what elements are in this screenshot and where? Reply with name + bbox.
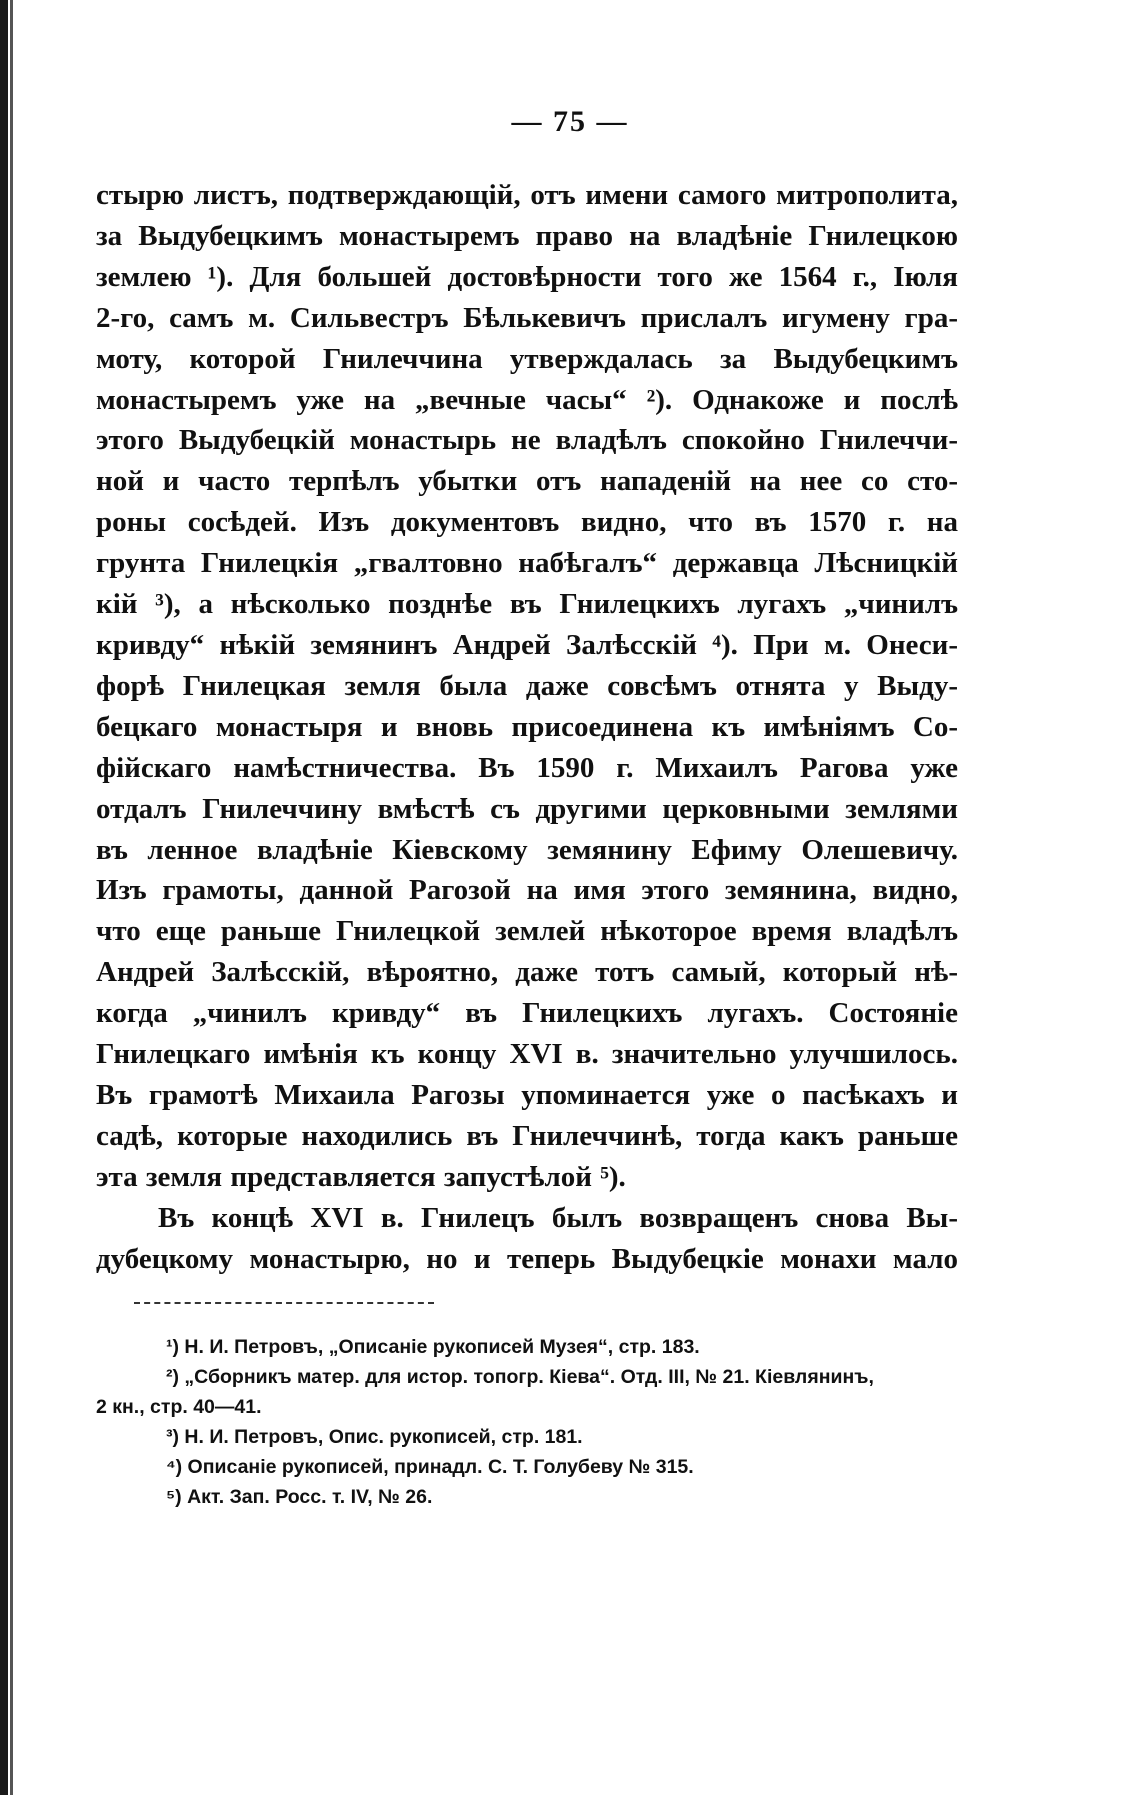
text-line: роны сосѣдей. Изъ документовъ видно, что въ 1570 г. на <box>96 506 958 539</box>
text-line: кій ³), а нѣсколько позднѣе въ Гнилецкихъ лугахъ „чинилъ <box>96 588 958 621</box>
page-binding-shadow <box>10 0 13 1795</box>
text-line: Въ грамотѣ Михаила Рагозы упоминается уже о пасѣкахъ и <box>96 1078 958 1111</box>
text-line: грунта Гнилецкія „гвалтовно набѣгалъ“ державца Лѣсницкій <box>96 547 958 580</box>
page-binding-edge <box>0 0 8 1795</box>
footnote-2: ²) „Сборникъ матер. для истор. топогр. Кіева“. Отд. III, № 21. Кіевлянинъ, <box>166 1366 874 1388</box>
text-line: бецкаго монастыря и вновь присоединена къ имѣніямъ Со- <box>96 710 958 743</box>
text-line: въ ленное владѣніе Кіевскому земянину Ефиму Олешевичу. <box>96 833 958 866</box>
footnote-4: ⁴) Описаніе рукописей, принадл. С. Т. Голубеву № 315. <box>166 1456 694 1478</box>
text-line: за Выдубецкимъ монастыремъ право на владѣніе Гнилецкою <box>96 219 958 252</box>
text-line: когда „чинилъ кривду“ въ Гнилецкихъ лугахъ. Состояніе <box>96 997 958 1030</box>
text-line: Гнилецкаго имѣнія къ концу XVI в. значительно улучшилось. <box>96 1038 958 1071</box>
text-line-paragraph-end: эта земля представляется запустѣлой ⁵). <box>96 1160 626 1193</box>
text-line: форѣ Гнилецкая земля была даже совсѣмъ отнята у Выду- <box>96 669 958 702</box>
footnote-5: ⁵) Акт. Зап. Росс. т. IV, № 26. <box>166 1486 433 1508</box>
text-line: кривду“ нѣкій земянинъ Андрей Залѣсскій ⁴). При м. Онеси- <box>96 628 958 661</box>
text-line: Андрей Залѣсскій, вѣроятно, даже тотъ самый, который нѣ- <box>96 956 958 989</box>
page-number: — 75 — <box>511 105 629 138</box>
text-line-paragraph-start: Въ концѣ XVI в. Гнилецъ былъ возвращенъ снова Вы- <box>158 1201 958 1234</box>
footnotes <box>96 1332 958 1512</box>
body-text <box>96 175 958 1279</box>
text-line: этого Выдубецкій монастырь не владѣлъ спокойно Гнилеччи- <box>96 424 958 457</box>
text-line: моту, которой Гнилеччина утверждалась за Выдубецкимъ <box>96 342 958 375</box>
text-line: дубецкому монастырю, но и теперь Выдубецкіе монахи мало <box>96 1242 958 1275</box>
text-line: землею ¹). Для большей достовѣрности того же 1564 г., Іюля <box>96 260 958 293</box>
footnote-1: ¹) Н. И. Петровъ, „Описаніе рукописей Музея“, стр. 183. <box>166 1336 700 1358</box>
text-line: Изъ грамоты, данной Рагозой на имя этого земянина, видно, <box>96 874 958 907</box>
footnote-separator <box>134 1302 434 1304</box>
text-line: монастыремъ уже на „вечные часы“ ²). Однакоже и послѣ <box>96 383 958 416</box>
footnote-2-continued: 2 кн., стр. 40—41. <box>96 1396 262 1418</box>
text-line: садѣ, которые находились въ Гнилеччинѣ, тогда какъ раньше <box>96 1119 958 1152</box>
text-line: фійскаго намѣстничества. Въ 1590 г. Михаилъ Рагова уже <box>96 751 958 784</box>
text-line: что еще раньше Гнилецкой землей нѣкоторое время владѣлъ <box>96 915 958 948</box>
text-line: стырю листъ, подтверждающій, отъ имени самого митрополита, <box>96 179 958 211</box>
text-line: отдалъ Гнилеччину вмѣстѣ съ другими церковными землями <box>96 792 958 825</box>
footnote-3: ³) Н. И. Петровъ, Опис. рукописей, стр. 181. <box>166 1426 583 1448</box>
text-line: ной и часто терпѣлъ убытки отъ нападеній на нее со сто- <box>96 465 958 498</box>
text-line: 2-го, самъ м. Сильвестръ Бѣлькевичъ прислалъ игумену гра- <box>96 301 958 334</box>
